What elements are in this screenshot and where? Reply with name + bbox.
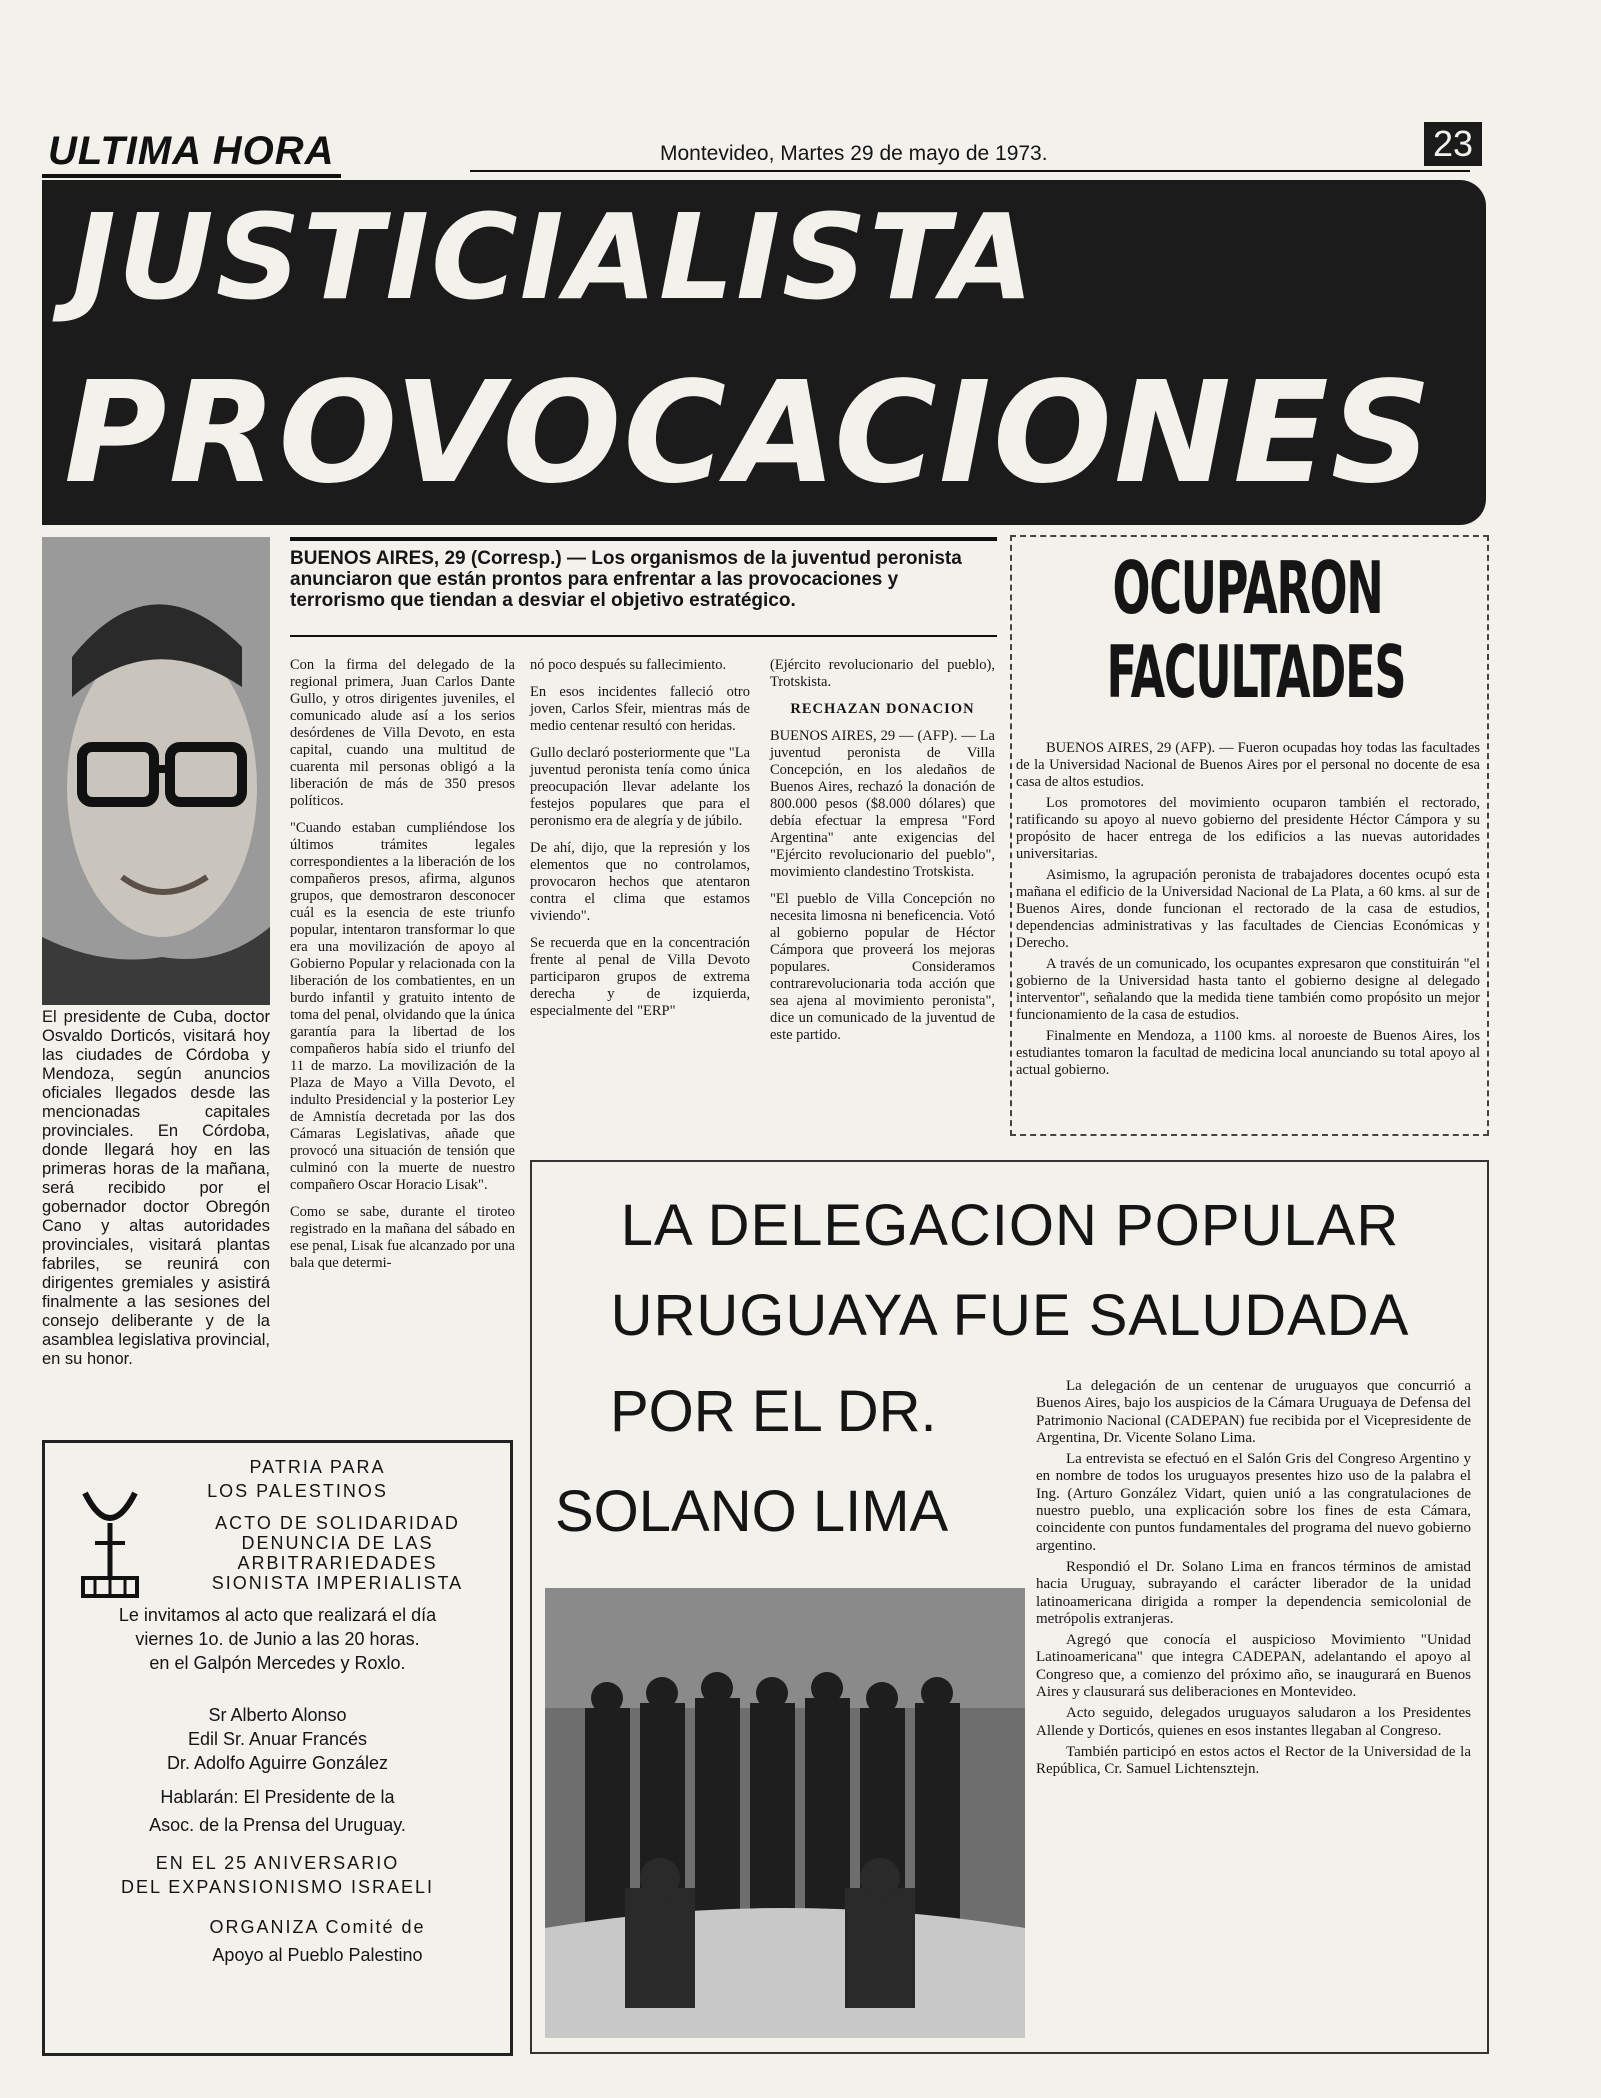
paragraph: También participó en estos actos el Rector de la Universidad de la República, Cr. Samuel Lichtensztejn. — [1036, 1743, 1471, 1778]
paragraph: Asimismo, la agrupación peronista de trabajadores docentes ocupó esta mañana el edificio de la Universidad Nacional de La Plata, a 60 kms. al sur de Buenos Aires, donde funcionan el rectorado de la casa de estudios, dependencias administrativas y las facultades de Ciencias Económicas y Derecho. — [1016, 867, 1480, 951]
paragraph: La delegación de un centenar de uruguayos que concurrió a Buenos Aires, bajo los auspicios de la Cámara Uruguaya de Defensa del Patrimonio Nacional (CADEPAN) fue recibida por el Vicepresidente de Argentina, Dr. Vicente Solano Lima. — [1036, 1378, 1471, 1446]
page-number: 23 — [1424, 122, 1482, 166]
paragraph: "Cuando estaban cumpliéndose los últimos trámites legales correspondientes a la liberación de los compañeros presos, afirma, algunos grupos, que demostraron desconocer cuál es la esencia de este triunfo popular, intentaron transformar lo que era una movilización de apoyo al Gobierno Popular y relacionada con la liberación de los combatientes, en un burdo infantil y gratuito intento de toma del penal, olvidando que la única garantía para la libertad de los compañeros había sido el triunfo del 11 de marzo. La movilización de la Plaza de Mayo a Villa Devoto, el indulto Presidencial y la posterior Ley de Amnistía decretada por las dos Cámaras Legislativas, añade que provocó una situación de tensión que culminó con la muerte de nuestro compañero Oscar Horacio Lisak". — [290, 820, 515, 1193]
paragraph: Con la firma del delegado de la regional primera, Juan Carlos Dante Gullo, y otros dirigentes juveniles, el comunicado alude así a los serios desórdenes de Villa Devoto, en esta capital, cuando una multitud de cuarenta mil personas obligó a la liberación de más de 350 presos políticos. — [290, 657, 515, 809]
article-column-2 — [530, 657, 750, 1030]
paragraph: Respondió el Dr. Solano Lima en francos términos de amistad hacia Uruguay, subrayando el carácter liberador de la unidad latinoamericana dirigida a romper la dependencia semicolonial de metrópolis extranjeras. — [1036, 1558, 1471, 1627]
paragraph: (Ejército revolucionario del pueblo), Trotskista. — [770, 657, 995, 690]
paragraph: Gullo declaró posteriormente que "La juventud peronista tenía como única preocupación llevar adelante los festejos populares que para el peronismo era de alegría y de júbilo. — [530, 745, 750, 829]
masthead-rule — [470, 170, 1470, 172]
paragraph: Los promotores del movimiento ocuparon también el rectorado, ratificando su apoyo al nuevo gobierno del presidente Héctor Cámpora y su propósito de hacer entrega de los edificios a las nuevas autoridades universitarias. — [1016, 795, 1480, 862]
paragraph: De ahí, dijo, que la represión y los elementos que no controlamos, provocaron hechos que atentaron contra el clima que estamos viviendo". — [530, 840, 750, 924]
lead-rule-bottom — [290, 635, 997, 637]
paragraph: Como se sabe, durante el tiroteo registrado en la mañana del sábado en ese penal, Lisak fue alcanzado por una bala que determi- — [290, 1204, 515, 1271]
paragraph: Finalmente en Mendoza, a 1100 kms. al noroeste de Buenos Aires, los estudiantes tomaron la facultad de medicina local anunciando su total apoyo al actual gobierno. — [1016, 1028, 1480, 1078]
article-column-3 — [770, 657, 995, 1054]
ad-line: Dr. Adolfo Aguirre González — [166, 1753, 389, 1773]
dateline: Montevideo, Martes 29 de mayo de 1973. — [660, 142, 1048, 165]
paragraph: BUENOS AIRES, 29 — (AFP). — La juventud peronista de Villa Concepción, en los aledaños de Buenos Aires, rechazó la donación de 800.000 pesos ($8.000 dólares) que debía efectuar la empresa "Ford Argentina" ante exigencias del "Ejército revolucionario del pueblo", movimiento clandestino Trotskista. — [770, 728, 995, 880]
ad-line: ORGANIZA Comité de — [209, 1917, 426, 1937]
ad-line: ARBITRARIEDADES — [237, 1553, 438, 1573]
paragraph: "El pueblo de Villa Concepción no necesita limosna ni beneficencia. Votó al gobierno popular de Héctor Cámpora que proveerá los mejoras populares. Consideramos contrarevolucionaria toda acción que sea ajena al movimiento peronista", dice un comunicado de la juventud de este partido. — [770, 891, 995, 1043]
article-column-1 — [290, 657, 515, 1282]
ad-line: DENUNCIA DE LAS — [241, 1533, 434, 1553]
paragraph: En esos incidentes falleció otro joven, Carlos Sfeir, mientras más de medio centenar resultó con heridas. — [530, 684, 750, 734]
headline-line-2: PROVOCACIONES — [64, 352, 1434, 515]
masthead — [42, 128, 422, 180]
ocuparon-body — [1016, 740, 1480, 1083]
headline-line-1: JUSTICIALISTA — [72, 188, 1036, 326]
ad-line: ACTO DE SOLIDARIDAD — [215, 1513, 460, 1533]
ad-line: SIONISTA IMPERIALISTA — [211, 1573, 464, 1593]
ad-line: PATRIA PARA — [249, 1457, 386, 1477]
ad-line: Apoyo al Pueblo Palestino — [212, 1945, 423, 1965]
ad-line: Asoc. de la Prensa del Uruguay. — [149, 1815, 406, 1835]
ad-line: LOS PALESTINOS — [207, 1481, 388, 1501]
group-photo — [545, 1588, 1025, 2038]
portrait-photo — [42, 537, 270, 1005]
paragraph: BUENOS AIRES, 29 (AFP). — Fueron ocupadas hoy todas las facultades de la Universidad Nacional de Buenos Aires por el personal no docente de esa casa de altos estudios. — [1016, 740, 1480, 790]
newspaper-logo: ULTIMA HORA — [42, 128, 341, 178]
ad-line: viernes 1o. de Junio a las 20 horas. — [135, 1629, 420, 1649]
banner-headline — [42, 180, 1486, 525]
photo-caption: El presidente de Cuba, doctor Osvaldo Dorticós, visitará hoy las ciudades de Córdoba y Mendoza, según anuncios oficiales llegados desde las mencionadas capitales provinciales. En Córdoba, donde llegará hoy en las primeras horas de la mañana, será recibido por el gobernador doctor Obregón Cano y altas autoridades provinciales, visitará plantas fabriles, se reunirá con dirigentes gremiales y asistirá finalmente a las sesiones del consejo deliberante y de la asamblea legislativa provincial, en su honor. — [42, 1008, 270, 1368]
delegacion-headline-3: POR EL DR. — [610, 1379, 937, 1444]
ad-line: en el Galpón Mercedes y Roxlo. — [149, 1653, 406, 1673]
paragraph: Acto seguido, delegados uruguayos saludaron a los Presidentes Allende y Dorticós, quienes en esos instantes llegaban al Congreso. — [1036, 1705, 1471, 1739]
paragraph: A través de un comunicado, los ocupantes expresaron que constituirán "el gobierno de la Universidad hasta tanto el gobierno designe al delegado interventor", señalando que la medida tiene también como propósito un mejor funcionamiento de la casa de estudios. — [1016, 956, 1480, 1023]
paragraph: La entrevista se efectuó en el Salón Gris del Congreso Argentino y en nombre de todos los uruguayos presentes hizo uso de la palabra el Ing. (Arturo González Vidart, quien unió a las congratulaciones de nuestro pueblo, una explicación sobre los fines de esta Cámara, coincidente con puntos fundamentales del programa del nuevo gobierno argentino. — [1036, 1451, 1471, 1554]
lead-paragraph: BUENOS AIRES, 29 (Corresp.) — Los organismos de la juventud peronista anunciaron que están prontos para enfrentar a las provocaciones y terrorismo que tiendan a desviar el objetivo estratégico. — [290, 548, 962, 611]
ad-line: Hablarán: El Presidente de la — [160, 1787, 395, 1807]
ad-line: EN EL 25 ANIVERSARIO — [155, 1853, 400, 1873]
advertisement-box — [42, 1440, 513, 2056]
ad-line: Edil Sr. Anuar Francés — [187, 1729, 368, 1749]
ad-line: DEL EXPANSIONISMO ISRAELI — [120, 1877, 435, 1897]
headline-line: FACULTADES — [1106, 630, 1406, 714]
delegacion-headline-4: SOLANO LIMA — [555, 1479, 949, 1544]
ad-line: Le invitamos al acto que realizará el día — [118, 1605, 437, 1625]
ocuparon-headline — [1106, 546, 1406, 714]
delegacion-body — [1036, 1378, 1471, 1783]
lead-rule — [290, 537, 997, 541]
headline-line: OCUPARON — [1112, 546, 1383, 630]
ad-line: Sr Alberto Alonso — [208, 1705, 347, 1725]
delegacion-headline-2: URUGUAYA FUE SALUDADA — [610, 1283, 1410, 1348]
subheading: RECHAZAN DONACION — [790, 701, 975, 717]
paragraph: nó poco después su fallecimiento. — [530, 657, 727, 673]
delegacion-headline-1: LA DELEGACION POPULAR — [620, 1193, 1400, 1258]
paragraph: Se recuerda que en la concentración frente al penal de Villa Devoto participaron grupos de extrema derecha y de izquierda, especialmente del "ERP" — [530, 935, 750, 1019]
paragraph: Agregó que conocía el auspicioso Movimiento "Unidad Latinoamericana" que integra CADEPAN, adelantando el apoyo al Congreso que, a comienzo del próximo año, se inaugurará en Buenos Aires y clausurará sus deliberaciones en Montevideo. — [1036, 1632, 1471, 1701]
